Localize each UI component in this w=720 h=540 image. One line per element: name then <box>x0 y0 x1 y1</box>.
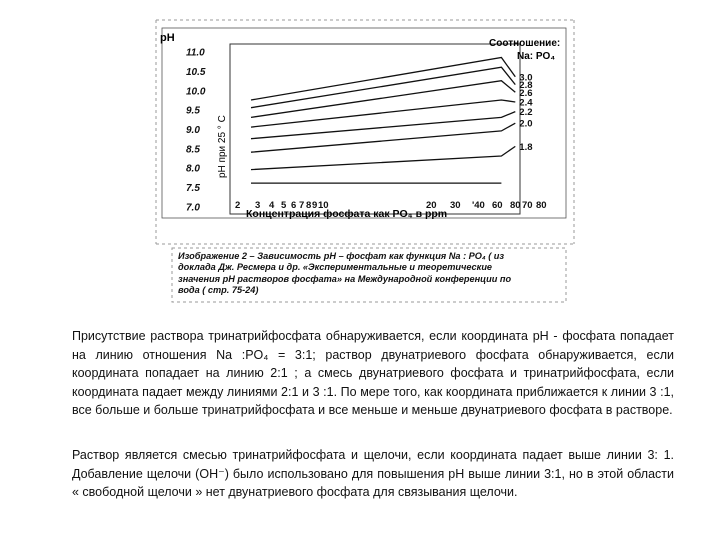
paragraph-1-text: Присутствие раствора тринатрийфосфата обнаруживается, если координата pH - фосфата попадает на линию отношения Na :PO₄ = 3:1; раствор двунатриевого фосфата обнаруживается, если координата попадает на линию 2:1 ; а смесь двунатриевого фосфата и тринатрийфосфата, если координата падает между линиями 2:1 и 3 :1. По мере того, как координата приближается к линии 3 :1, все больше и больше тринатрийфосфата и все меньше и меньше двунатриевого фосфата в растворе. <box>72 329 674 418</box>
series-line-2-2 <box>251 112 515 139</box>
y-tick-label: 9.0 <box>186 125 200 136</box>
y-tick-label: 7.0 <box>186 202 200 214</box>
series-line-2-8 <box>251 67 515 108</box>
y-tick-labels <box>186 48 206 214</box>
y-tick-label: 8.5 <box>186 144 200 156</box>
paragraph-1 <box>42 327 674 420</box>
x-tick-label: 4 <box>269 200 275 211</box>
x-tick-label: 70 <box>522 200 533 211</box>
x-tick-label: 20 <box>426 200 437 211</box>
y-tick-label: 9.5 <box>186 105 200 117</box>
caption-line-4: вода ( стр. 75-24) <box>178 285 259 296</box>
x-tick-label: 30 <box>450 200 461 211</box>
y-tick-label: 7.5 <box>186 182 200 194</box>
y-tick-label: 10.5 <box>186 67 206 79</box>
x-tick-label: 6 <box>291 200 297 211</box>
y-tick-label: 10.0 <box>186 86 206 98</box>
y-tick-label: 8.0 <box>186 163 200 175</box>
series-label: 3.0 <box>519 72 533 84</box>
chart-figure <box>150 18 580 304</box>
x-tick-label: 3 <box>255 200 261 211</box>
figure-caption <box>178 251 566 297</box>
x-tick-label: 80 <box>510 200 521 211</box>
legend-title-line2: Na: PO₄ <box>517 51 556 62</box>
series-line-2-4 <box>251 100 515 127</box>
legend-title-line1: Соотношение: <box>489 38 561 49</box>
series-label: 2.8 <box>519 80 533 92</box>
caption-line-2: доклада Дж. Ресмера и др. «Экспериментальные и теоретические <box>178 262 493 273</box>
paragraph-2 <box>42 446 674 502</box>
y-axis-label: pH при 25 ° С <box>217 115 228 178</box>
x-tick-label: 10 <box>318 200 329 211</box>
y-tick-label: 11.0 <box>186 47 205 59</box>
plot-border <box>230 44 520 214</box>
series-label: 2.2 <box>519 107 533 119</box>
series-label: 1.8 <box>519 141 533 153</box>
paragraph-2-text: Раствор является смесью тринатрийфосфата и щелочи, если координата падает выше линии 3: 1. Добавление щелочи (ОН⁻) было использовано для повышения pH выше линии 3:1, но в этой области « свободной щелочи » нет двунатриевого фосфата для связывания щелочи. <box>72 448 674 500</box>
x-tick-label: '40 <box>472 200 485 211</box>
series-labels <box>519 72 533 153</box>
x-tick-label: 80 <box>536 200 547 211</box>
x-axis-label: Концентрация фосфата как PO₄ в ppm <box>246 208 448 220</box>
series-line-3-0 <box>251 58 515 101</box>
x-tick-label: 8 <box>306 200 312 211</box>
x-tick-label: 7 <box>299 200 305 211</box>
x-tick-label: 5 <box>281 200 287 211</box>
series-label: 2.6 <box>519 87 533 99</box>
series-lines <box>251 58 515 184</box>
series-line-1-8 <box>251 146 515 169</box>
series-label: 2.4 <box>519 97 533 109</box>
caption-line-3: значения pH растворов фосфата» на Международной конференции по <box>178 273 512 284</box>
x-tick-label: 60 <box>492 200 503 211</box>
x-tick-label: 2 <box>235 200 241 211</box>
series-label: 2.0 <box>519 118 533 130</box>
caption-line-1: Изображение 2 – Зависимость pH – фосфат как функция Na : PO₄ ( из <box>178 251 505 261</box>
y-axis-prefix: pH <box>160 32 175 44</box>
x-tick-label: 9 <box>312 200 318 211</box>
